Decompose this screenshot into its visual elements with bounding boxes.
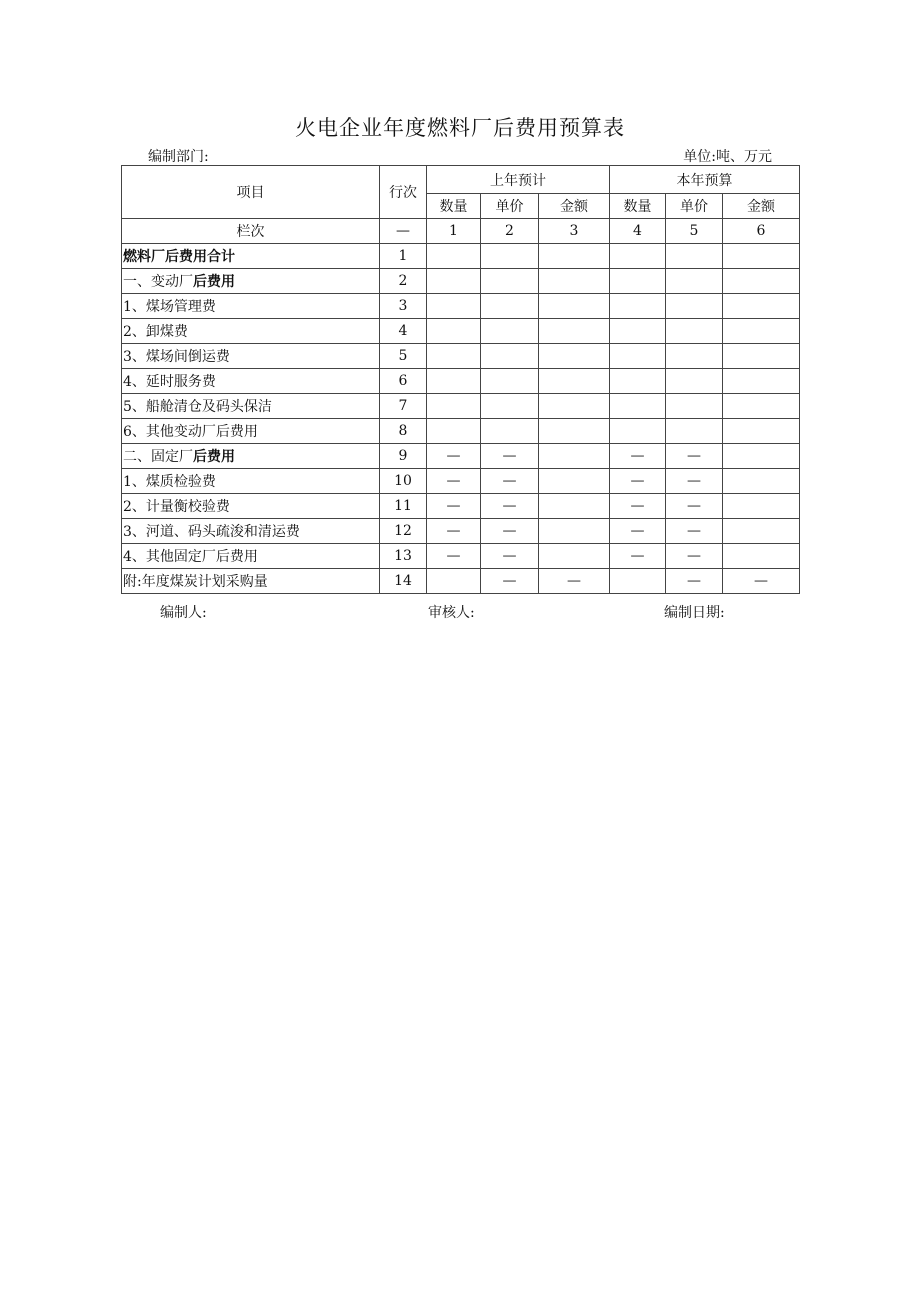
row-label-bold-text: 燃料厂后费用合计: [123, 249, 235, 265]
table-row: [122, 294, 800, 319]
data-cell[interactable]: —: [666, 519, 723, 544]
header-prev-year: 上年预计: [427, 166, 610, 194]
data-cell[interactable]: [481, 244, 539, 269]
row-line-no: 2: [380, 269, 427, 294]
row-label-text: 6、其他变动厂后费用: [123, 424, 258, 440]
date-label: 编制日期:: [664, 605, 725, 621]
data-cell[interactable]: [539, 419, 610, 444]
data-cell[interactable]: [666, 244, 723, 269]
data-cell[interactable]: [481, 419, 539, 444]
column-index: 2: [481, 219, 539, 244]
row-line-no: 3: [380, 294, 427, 319]
table-row: [122, 269, 800, 294]
row-label: [122, 244, 380, 269]
data-cell[interactable]: —: [481, 494, 539, 519]
row-label-bold-text: 后费用: [193, 449, 235, 465]
data-cell[interactable]: [539, 469, 610, 494]
data-cell[interactable]: [610, 344, 666, 369]
column-index: 4: [610, 219, 666, 244]
data-cell[interactable]: —: [427, 544, 481, 569]
row-label: [122, 294, 380, 319]
data-cell[interactable]: [610, 419, 666, 444]
header-item: 项目: [122, 166, 380, 219]
data-cell[interactable]: [723, 319, 800, 344]
data-cell[interactable]: —: [610, 444, 666, 469]
data-cell[interactable]: —: [481, 444, 539, 469]
table-row: [122, 394, 800, 419]
row-label-text: 二、固定厂: [123, 449, 193, 465]
row-label: [122, 444, 380, 469]
data-cell[interactable]: —: [610, 519, 666, 544]
data-cell[interactable]: [539, 519, 610, 544]
table-row: [122, 444, 800, 469]
data-cell[interactable]: [427, 369, 481, 394]
data-cell[interactable]: [539, 544, 610, 569]
data-cell[interactable]: [723, 544, 800, 569]
column-index-label: 栏次: [122, 219, 380, 244]
data-cell[interactable]: —: [427, 494, 481, 519]
row-line-no: 11: [380, 494, 427, 519]
row-line-no: 9: [380, 444, 427, 469]
row-label-text: 1、煤质检验费: [123, 474, 216, 490]
page-title: 火电企业年度燃料厂后费用预算表: [295, 116, 625, 140]
row-label-text: 2、卸煤费: [123, 324, 188, 340]
row-label: [122, 469, 380, 494]
data-cell[interactable]: —: [481, 569, 539, 594]
data-cell[interactable]: [666, 269, 723, 294]
data-cell[interactable]: —: [610, 544, 666, 569]
row-line-no: 12: [380, 519, 427, 544]
data-cell[interactable]: —: [666, 494, 723, 519]
row-line-no: 10: [380, 469, 427, 494]
data-cell[interactable]: [427, 319, 481, 344]
table-row: [122, 519, 800, 544]
header-sub: 单价: [666, 194, 723, 219]
row-label-text: 一、变动厂: [123, 274, 193, 290]
table-row: [122, 469, 800, 494]
header-sub: 金额: [723, 194, 800, 219]
data-cell[interactable]: [666, 394, 723, 419]
header-sub: 单价: [481, 194, 539, 219]
data-cell[interactable]: [723, 269, 800, 294]
data-cell[interactable]: —: [666, 544, 723, 569]
header-line-no: 行次: [380, 166, 427, 219]
data-cell[interactable]: [539, 494, 610, 519]
row-line-no: 5: [380, 344, 427, 369]
data-cell[interactable]: [539, 244, 610, 269]
data-cell[interactable]: [723, 519, 800, 544]
data-cell[interactable]: [539, 444, 610, 469]
row-line-no: 4: [380, 319, 427, 344]
row-label-bold-text: 后费用: [193, 274, 235, 290]
column-index-line: —: [380, 219, 427, 244]
data-cell[interactable]: —: [666, 469, 723, 494]
table-row: [122, 494, 800, 519]
data-cell[interactable]: [610, 294, 666, 319]
row-label-text: 4、延时服务费: [123, 374, 216, 390]
data-cell[interactable]: [723, 494, 800, 519]
data-cell[interactable]: —: [427, 469, 481, 494]
row-label: [122, 494, 380, 519]
table-row: [122, 319, 800, 344]
data-cell[interactable]: [723, 294, 800, 319]
data-cell[interactable]: [610, 319, 666, 344]
header-row-1: [122, 166, 800, 194]
budget-table: [121, 165, 800, 594]
data-cell[interactable]: [666, 344, 723, 369]
row-label-text: 3、煤场间倒运费: [123, 349, 230, 365]
data-cell[interactable]: —: [427, 444, 481, 469]
row-line-no: 7: [380, 394, 427, 419]
data-cell[interactable]: [481, 319, 539, 344]
table-row: [122, 544, 800, 569]
table-row: [122, 569, 800, 594]
table-row: [122, 344, 800, 369]
data-cell[interactable]: [481, 269, 539, 294]
data-cell[interactable]: [481, 369, 539, 394]
data-cell[interactable]: [666, 294, 723, 319]
data-cell[interactable]: —: [610, 494, 666, 519]
data-cell[interactable]: [723, 394, 800, 419]
data-cell[interactable]: [723, 369, 800, 394]
row-line-no: 8: [380, 419, 427, 444]
data-cell[interactable]: —: [666, 569, 723, 594]
header-sub: 数量: [427, 194, 481, 219]
reviewer-label: 审核人:: [428, 605, 475, 621]
data-cell[interactable]: [539, 344, 610, 369]
data-cell[interactable]: [666, 419, 723, 444]
data-cell[interactable]: [610, 244, 666, 269]
data-cell[interactable]: [427, 569, 481, 594]
data-cell[interactable]: [427, 344, 481, 369]
data-cell[interactable]: [610, 394, 666, 419]
data-cell[interactable]: [723, 419, 800, 444]
dept-label: 编制部门:: [148, 149, 209, 165]
row-line-no: 6: [380, 369, 427, 394]
data-cell[interactable]: [723, 469, 800, 494]
data-cell[interactable]: [427, 294, 481, 319]
row-label-text: 5、船舱清仓及码头保洁: [123, 399, 272, 415]
data-cell[interactable]: —: [539, 569, 610, 594]
data-cell[interactable]: [539, 369, 610, 394]
header-sub: 数量: [610, 194, 666, 219]
row-label: [122, 269, 380, 294]
row-label-text: 附:年度煤炭计划采购量: [123, 574, 268, 590]
row-label: [122, 369, 380, 394]
data-cell[interactable]: [481, 294, 539, 319]
column-index: 1: [427, 219, 481, 244]
data-cell[interactable]: [539, 394, 610, 419]
data-cell[interactable]: [539, 319, 610, 344]
data-cell[interactable]: [723, 244, 800, 269]
data-cell[interactable]: [610, 269, 666, 294]
data-cell[interactable]: [610, 369, 666, 394]
data-cell[interactable]: [481, 344, 539, 369]
row-line-no: 14: [380, 569, 427, 594]
data-cell[interactable]: [723, 344, 800, 369]
row-line-no: 13: [380, 544, 427, 569]
column-index: 6: [723, 219, 800, 244]
data-cell[interactable]: [539, 294, 610, 319]
data-cell[interactable]: [427, 244, 481, 269]
data-cell[interactable]: —: [723, 569, 800, 594]
row-label: [122, 569, 380, 594]
row-label: [122, 344, 380, 369]
table-row: [122, 369, 800, 394]
column-index: 5: [666, 219, 723, 244]
row-label: [122, 519, 380, 544]
data-cell[interactable]: —: [481, 544, 539, 569]
table-row: [122, 244, 800, 269]
preparer-label: 编制人:: [160, 605, 207, 621]
data-cell[interactable]: [427, 394, 481, 419]
row-label: [122, 544, 380, 569]
data-cell[interactable]: [666, 369, 723, 394]
data-cell[interactable]: —: [666, 444, 723, 469]
data-cell[interactable]: [723, 444, 800, 469]
data-cell[interactable]: [481, 394, 539, 419]
data-cell[interactable]: [610, 569, 666, 594]
data-cell[interactable]: —: [481, 519, 539, 544]
data-cell[interactable]: —: [610, 469, 666, 494]
header-sub: 金额: [539, 194, 610, 219]
row-line-no: 1: [380, 244, 427, 269]
row-label: [122, 419, 380, 444]
row-label: [122, 319, 380, 344]
data-cell[interactable]: —: [427, 519, 481, 544]
table-row: [122, 419, 800, 444]
row-label-text: 4、其他固定厂后费用: [123, 549, 258, 565]
data-cell[interactable]: [666, 319, 723, 344]
header-curr-year: 本年预算: [610, 166, 800, 194]
data-cell[interactable]: [539, 269, 610, 294]
column-index-row: [122, 219, 800, 244]
row-label: [122, 394, 380, 419]
data-cell[interactable]: [427, 269, 481, 294]
data-cell[interactable]: [427, 419, 481, 444]
row-label-text: 1、煤场管理费: [123, 299, 216, 315]
data-cell[interactable]: —: [481, 469, 539, 494]
column-index: 3: [539, 219, 610, 244]
unit-label: 单位:吨、万元: [683, 149, 772, 165]
row-label-text: 3、河道、码头疏浚和清运费: [123, 524, 300, 540]
row-label-text: 2、计量衡校验费: [123, 499, 230, 515]
